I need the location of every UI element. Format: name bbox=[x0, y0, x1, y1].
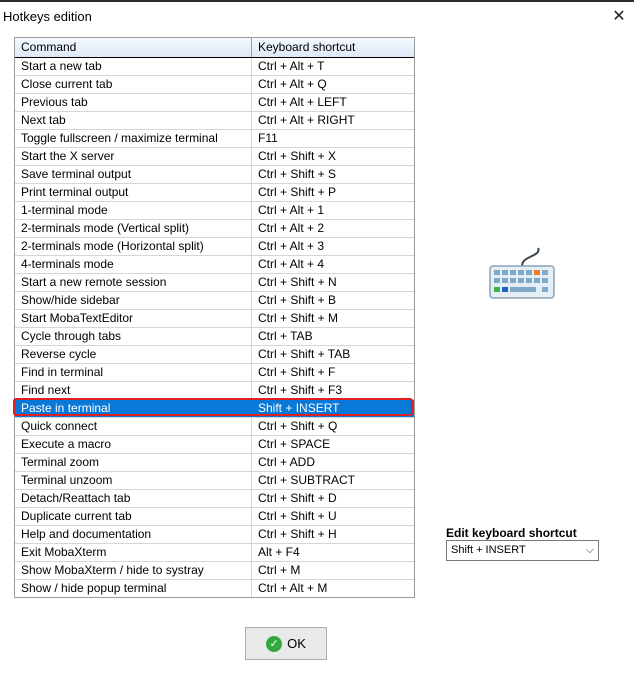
shortcut-cell: Ctrl + Shift + F3 bbox=[258, 383, 343, 397]
column-header-shortcut[interactable]: Keyboard shortcut bbox=[258, 40, 356, 54]
command-cell: Start MobaTextEditor bbox=[15, 310, 252, 327]
shortcut-cell: Alt + F4 bbox=[258, 545, 300, 559]
shortcut-cell: Ctrl + Shift + D bbox=[258, 491, 337, 505]
command-cell: Next tab bbox=[15, 112, 252, 129]
close-icon: ✕ bbox=[612, 8, 626, 25]
shortcut-dropdown-value: Shift + INSERT bbox=[451, 544, 526, 556]
command-cell: Start a new tab bbox=[15, 58, 252, 75]
keyboard-icon bbox=[488, 246, 556, 300]
command-cell: Start the X server bbox=[15, 148, 252, 165]
shortcut-cell: Ctrl + Alt + 4 bbox=[258, 257, 325, 271]
table-row[interactable] bbox=[15, 166, 414, 184]
command-cell: 4-terminals mode bbox=[15, 256, 252, 273]
table-row[interactable] bbox=[15, 202, 414, 220]
shortcut-cell: Ctrl + Alt + M bbox=[258, 581, 328, 595]
shortcut-cell: Ctrl + TAB bbox=[258, 329, 313, 343]
shortcut-cell: Ctrl + Shift + M bbox=[258, 311, 339, 325]
command-cell: Exit MobaXterm bbox=[15, 544, 252, 561]
edit-shortcut-label: Edit keyboard shortcut bbox=[446, 526, 577, 540]
ok-button-label: OK bbox=[287, 636, 306, 651]
table-row[interactable] bbox=[15, 112, 414, 130]
table-row[interactable] bbox=[15, 130, 414, 148]
table-row[interactable] bbox=[15, 310, 414, 328]
command-cell: Save terminal output bbox=[15, 166, 252, 183]
table-row[interactable] bbox=[15, 364, 414, 382]
shortcut-cell: Ctrl + Alt + 3 bbox=[258, 239, 325, 253]
shortcut-cell: Ctrl + Alt + LEFT bbox=[258, 95, 347, 109]
table-row[interactable] bbox=[15, 328, 414, 346]
shortcut-cell: Ctrl + Alt + RIGHT bbox=[258, 113, 355, 127]
command-cell: Show/hide sidebar bbox=[15, 292, 252, 309]
shortcut-cell: F11 bbox=[258, 131, 278, 145]
shortcut-cell: Ctrl + Alt + 2 bbox=[258, 221, 325, 235]
table-row[interactable] bbox=[15, 472, 414, 490]
table-row[interactable] bbox=[15, 454, 414, 472]
hotkeys-table bbox=[14, 37, 415, 598]
shortcut-cell: Ctrl + Shift + N bbox=[258, 275, 337, 289]
command-cell: Terminal unzoom bbox=[15, 472, 252, 489]
shortcut-cell: Ctrl + Alt + T bbox=[258, 59, 325, 73]
command-cell: Execute a macro bbox=[15, 436, 252, 453]
shortcut-cell: Ctrl + SPACE bbox=[258, 437, 331, 451]
table-row[interactable] bbox=[15, 436, 414, 454]
shortcut-cell: Ctrl + Shift + Q bbox=[258, 419, 338, 433]
command-cell: 2-terminals mode (Horizontal split) bbox=[15, 238, 252, 255]
shortcut-cell: Ctrl + Shift + B bbox=[258, 293, 337, 307]
command-cell: Paste in terminal bbox=[15, 400, 252, 417]
command-cell: Print terminal output bbox=[15, 184, 252, 201]
shortcut-cell: Ctrl + SUBTRACT bbox=[258, 473, 356, 487]
table-body bbox=[15, 58, 414, 598]
command-cell: Quick connect bbox=[15, 418, 252, 435]
shortcut-cell: Ctrl + Shift + X bbox=[258, 149, 337, 163]
table-row[interactable] bbox=[15, 346, 414, 364]
shortcut-cell: Ctrl + Shift + F bbox=[258, 365, 336, 379]
table-row[interactable] bbox=[15, 184, 414, 202]
command-cell: 2-terminals mode (Vertical split) bbox=[15, 220, 252, 237]
close-button[interactable] bbox=[604, 2, 634, 30]
command-cell: Find next bbox=[15, 382, 252, 399]
column-header-command[interactable]: Command bbox=[15, 38, 252, 57]
command-cell: Duplicate current tab bbox=[15, 508, 252, 525]
table-row[interactable] bbox=[15, 220, 414, 238]
shortcut-cell: Ctrl + Shift + H bbox=[258, 527, 337, 541]
check-circle-icon: ✓ bbox=[266, 636, 282, 652]
shortcut-cell: Ctrl + Alt + 1 bbox=[258, 203, 325, 217]
command-cell: Terminal zoom bbox=[15, 454, 252, 471]
table-row[interactable] bbox=[15, 508, 414, 526]
shortcut-cell: Ctrl + ADD bbox=[258, 455, 316, 469]
shortcut-cell: Ctrl + Shift + S bbox=[258, 167, 337, 181]
command-cell: Previous tab bbox=[15, 94, 252, 111]
ok-button[interactable] bbox=[245, 627, 327, 660]
command-cell: Toggle fullscreen / maximize terminal bbox=[15, 130, 252, 147]
table-row[interactable] bbox=[15, 382, 414, 400]
shortcut-cell: Ctrl + Alt + Q bbox=[258, 77, 327, 91]
shortcut-cell: Ctrl + Shift + TAB bbox=[258, 347, 351, 361]
table-row[interactable] bbox=[15, 58, 414, 76]
table-row[interactable] bbox=[15, 256, 414, 274]
table-row[interactable] bbox=[15, 418, 414, 436]
command-cell: Start a new remote session bbox=[15, 274, 252, 291]
chevron-down-icon: ⌵ bbox=[585, 544, 594, 556]
table-row[interactable] bbox=[15, 490, 414, 508]
window-title: Hotkeys edition bbox=[3, 9, 92, 24]
table-row[interactable] bbox=[15, 76, 414, 94]
table-row[interactable] bbox=[15, 148, 414, 166]
table-row[interactable] bbox=[15, 526, 414, 544]
table-row[interactable] bbox=[15, 274, 414, 292]
table-row[interactable] bbox=[15, 544, 414, 562]
command-cell: Close current tab bbox=[15, 76, 252, 93]
command-cell: Help and documentation bbox=[15, 526, 252, 543]
table-row[interactable] bbox=[15, 580, 414, 598]
title-bar bbox=[0, 0, 634, 30]
table-row[interactable] bbox=[15, 562, 414, 580]
shortcut-dropdown[interactable] bbox=[446, 540, 599, 561]
command-cell: Show / hide popup terminal bbox=[15, 580, 252, 597]
shortcut-cell: Shift + INSERT bbox=[258, 401, 340, 415]
table-row[interactable] bbox=[15, 292, 414, 310]
table-row[interactable] bbox=[15, 400, 414, 418]
command-cell: 1-terminal mode bbox=[15, 202, 252, 219]
shortcut-cell: Ctrl + M bbox=[258, 563, 301, 577]
command-cell: Reverse cycle bbox=[15, 346, 252, 363]
command-cell: Find in terminal bbox=[15, 364, 252, 381]
command-cell: Show MobaXterm / hide to systray bbox=[15, 562, 252, 579]
table-row[interactable] bbox=[15, 94, 414, 112]
shortcut-cell: Ctrl + Shift + U bbox=[258, 509, 337, 523]
command-cell: Cycle through tabs bbox=[15, 328, 252, 345]
table-header bbox=[15, 38, 414, 58]
table-row[interactable] bbox=[15, 238, 414, 256]
command-cell: Detach/Reattach tab bbox=[15, 490, 252, 507]
shortcut-cell: Ctrl + Shift + P bbox=[258, 185, 337, 199]
